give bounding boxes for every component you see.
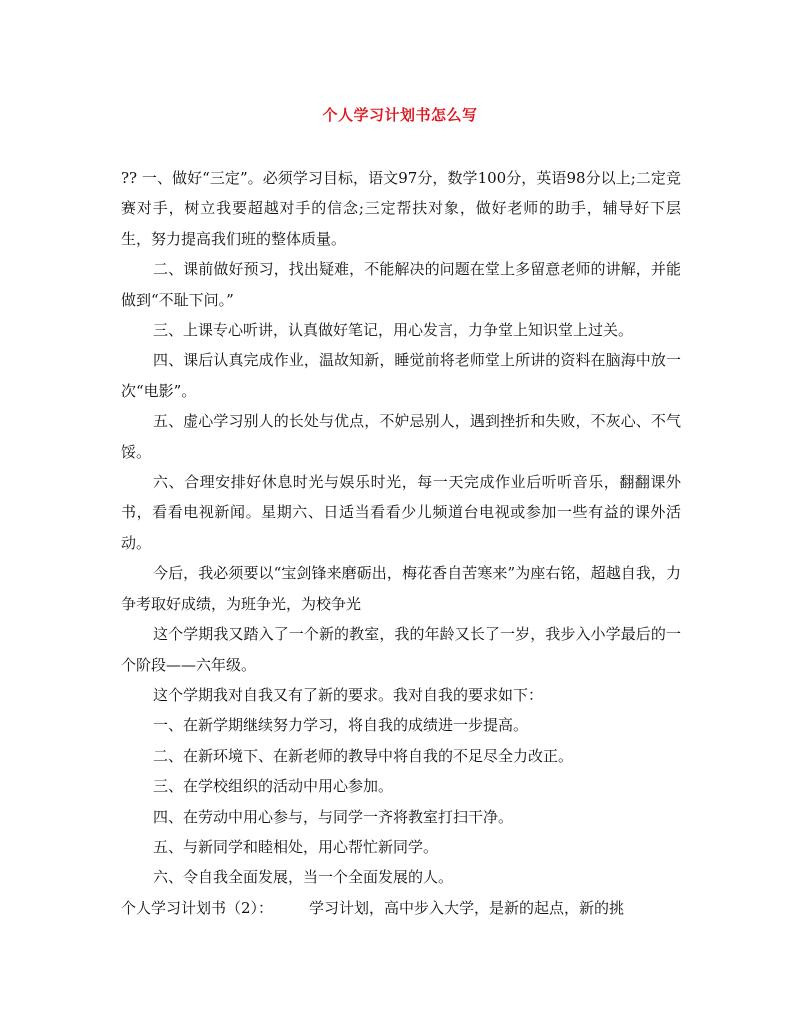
- paragraph-6: 六、合理安排好休息时光与娱乐时光，每一天完成作业后听听音乐，翻翻课外书，看看电视新闻。星期六、日适当看看少儿频道台电视或参加一些有益的课外活动。: [121, 473, 681, 552]
- paragraph-10: 一、在新学期继续努力学习，将自我的成绩进一步提高。: [153, 716, 529, 735]
- paragraph-3: 三、上课专心听讲，认真做好笔记，用心发言，力争堂上知识堂上过关。: [153, 321, 634, 340]
- paragraph-15: 六、令自我全面发展，当一个全面发展的人。: [153, 868, 454, 887]
- paragraph-1: ?? 一、做好“三定”。必须学习目标，语文97分，数学100分，英语98分以上;二定竞赛对手，树立我要超越对手的信念;三定帮扶对象，做好老师的助手，辅导好下层生，努力提高我们班的整体质量。: [121, 169, 681, 248]
- paragraph-4: 四、课后认真完成作业，温故知新，睡觉前将老师堂上所讲的资料在脑海中放一次“电影”。: [121, 351, 681, 400]
- document-body: [121, 163, 681, 923]
- document-title: 个人学习计划书怎么写: [322, 106, 478, 124]
- paragraph-16: [121, 893, 681, 923]
- paragraph-12: 三、在学校组织的活动中用心参加。: [153, 777, 394, 796]
- section-label: 个人学习计划书（2）：: [121, 898, 274, 917]
- paragraph-9: 这个学期我对自我又有了新的要求。我对自我的要求如下：: [153, 685, 544, 704]
- paragraph-14: 五、与新同学和睦相处，用心帮忙新同学。: [153, 837, 439, 856]
- paragraph-2: 二、课前做好预习，找出疑难，不能解决的问题在堂上多留意老师的讲解，并能做到“不耻下问。”: [121, 260, 681, 309]
- paragraph-8: 这个学期我又踏入了一个新的教室，我的年龄又长了一岁，我步入小学最后的一个阶段——六年级。: [121, 625, 681, 674]
- paragraph-13: 四、在劳动中用心参与，与同学一齐将教室打扫干净。: [153, 807, 514, 826]
- section-text: 学习计划，高中步入大学，是新的起点，新的挑: [309, 898, 625, 917]
- paragraph-5: 五、虚心学习别人的长处与优点，不妒忌别人，遇到挫折和失败，不灰心、不气馁。: [121, 412, 681, 461]
- paragraph-7: 今后，我必须要以“宝剑锋来磨砺出，梅花香自苦寒来”为座右铭，超越自我，力争考取好成绩，为班争光，为校争光: [121, 564, 681, 613]
- paragraph-11: 二、在新环境下、在新老师的教导中将自我的不足尽全力改正。: [153, 746, 574, 765]
